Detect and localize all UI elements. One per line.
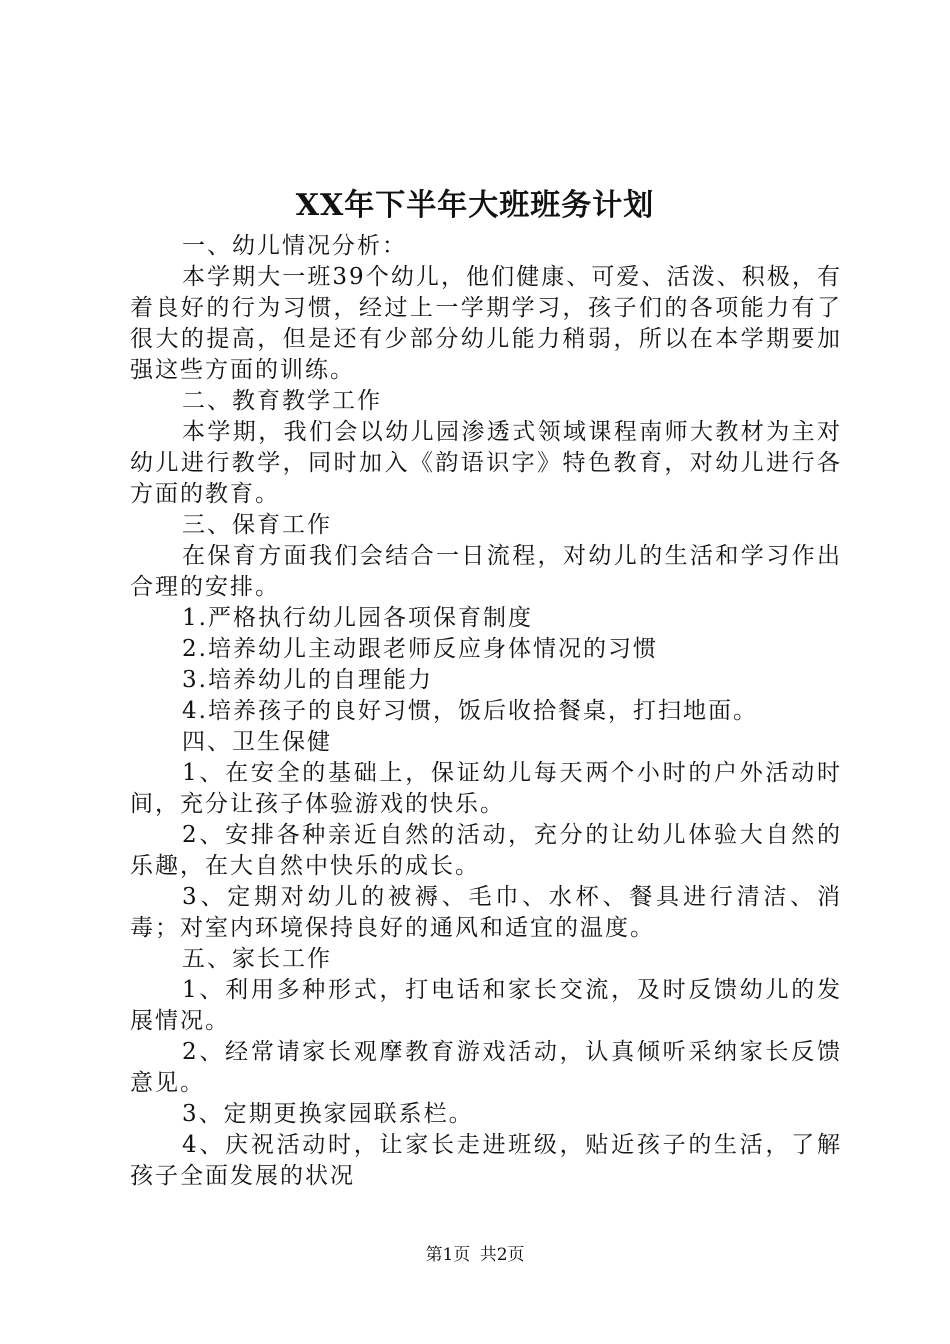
section-heading: 五、家长工作 xyxy=(182,946,332,972)
page-number-total: 共2页 xyxy=(479,1245,525,1265)
body-paragraph: 本学期，我们会以幼儿园渗透式领域课程南师大教材为主对幼儿进行教学，同时加入《韵语识字》特色教育，对幼儿进行各方面的教育。 xyxy=(130,419,842,507)
list-item: 4.培养孩子的良好习惯，饭后收拾餐桌，打扫地面。 xyxy=(182,698,758,724)
list-item: 2.培养幼儿主动跟老师反应身体情况的习惯 xyxy=(182,636,658,662)
list-item: 2、经常请家长观摩教育游戏活动，认真倾听采纳家长反馈意见。 xyxy=(130,1039,842,1096)
list-item: 1.严格执行幼儿园各项保育制度 xyxy=(182,605,533,631)
section-heading: 一、幼儿情况分析： xyxy=(182,233,407,259)
document-title: XX年下半年大班班务计划 xyxy=(295,188,655,223)
body-paragraph: 本学期大一班39个幼儿，他们健康、可爱、活泼、积极，有着良好的行为习惯，经过上一学期学习，孩子们的各项能力有了很大的提高，但是还有少部分幼儿能力稍弱，所以在本学期要加强这些方面的训练。 xyxy=(130,264,842,383)
list-item: 1、在安全的基础上，保证幼儿每天两个小时的户外活动时间，充分让孩子体验游戏的快乐。 xyxy=(130,760,842,817)
section-heading: 三、保育工作 xyxy=(182,512,332,538)
list-item: 1、利用多种形式，打电话和家长交流，及时反馈幼儿的发展情况。 xyxy=(130,977,842,1034)
list-item: 3.培养幼儿的自理能力 xyxy=(182,667,433,693)
page-footer xyxy=(0,1243,950,1267)
body-paragraph: 在保育方面我们会结合一日流程，对幼儿的生活和学习作出合理的安排。 xyxy=(130,543,842,600)
list-item: 2、安排各种亲近自然的活动，充分的让幼儿体验大自然的乐趣，在大自然中快乐的成长。 xyxy=(130,822,842,879)
page-number-current: 第1页 xyxy=(425,1245,471,1265)
section-heading: 四、卫生保健 xyxy=(182,729,332,755)
document-body xyxy=(130,231,842,1192)
section-heading: 二、教育教学工作 xyxy=(182,388,382,414)
list-item: 3、定期对幼儿的被褥、毛巾、水杯、餐具进行清洁、消毒；对室内环境保持良好的通风和适宜的温度。 xyxy=(130,884,842,941)
list-item: 4、庆祝活动时，让家长走进班级，贴近孩子的生活，了解孩子全面发展的状况 xyxy=(130,1132,842,1189)
list-item: 3、定期更换家园联系栏。 xyxy=(182,1101,474,1127)
